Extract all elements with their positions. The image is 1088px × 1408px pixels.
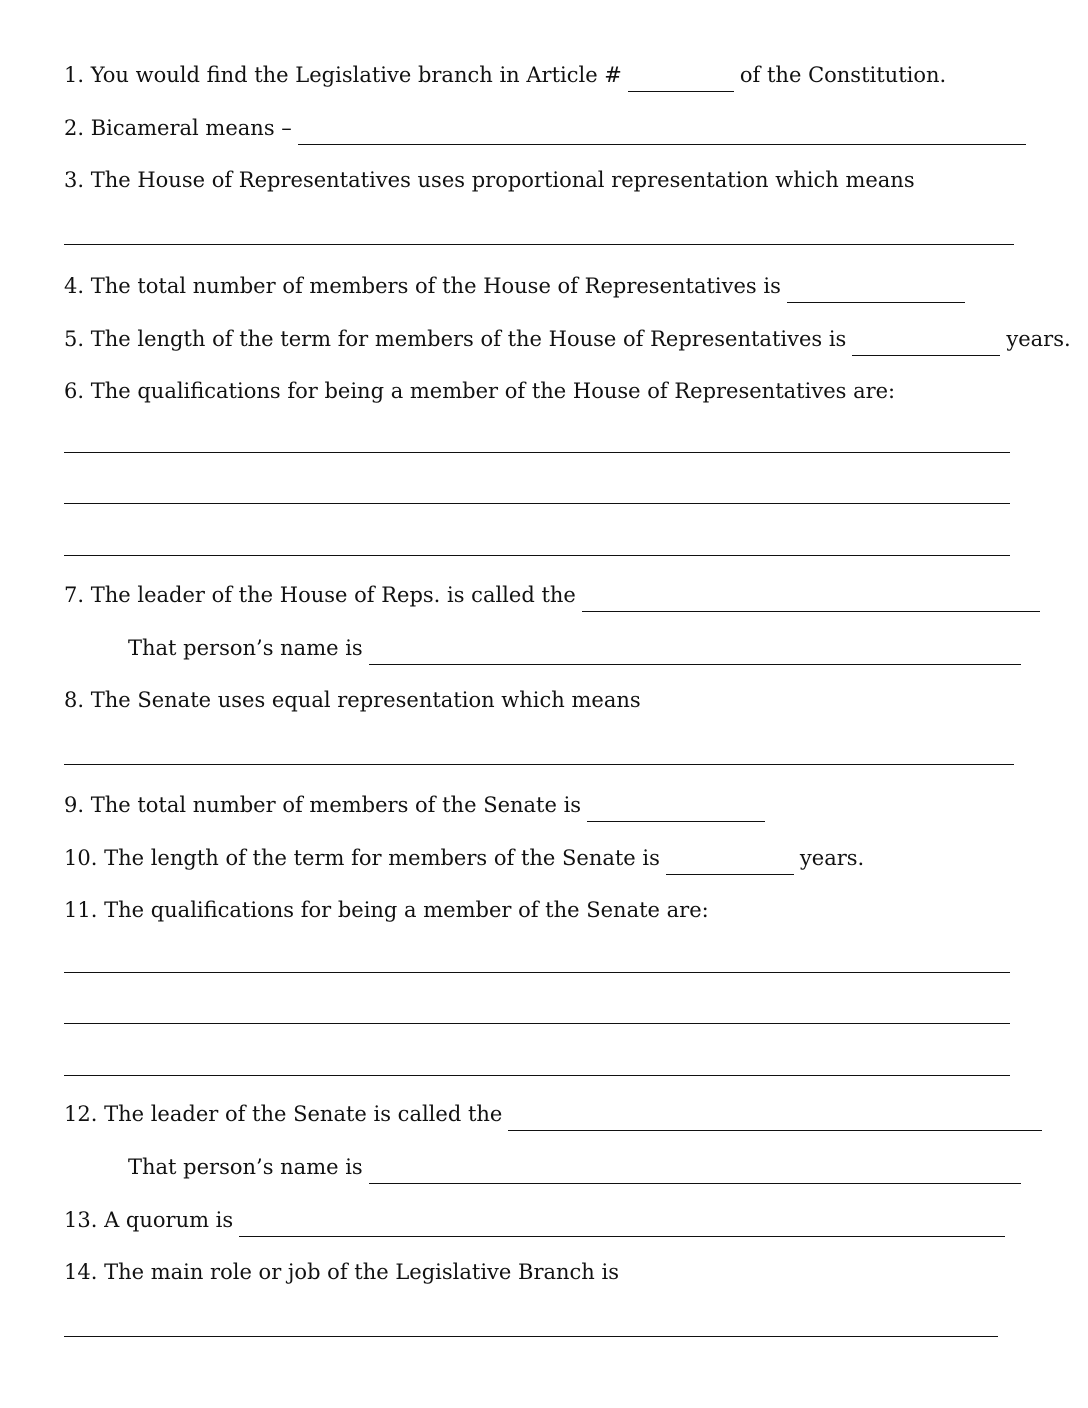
question-4-text: 4. The total number of members of the House of Representatives is <box>64 274 781 298</box>
question-13-blank[interactable] <box>239 1219 1005 1237</box>
question-10-after: years. <box>799 846 865 870</box>
question-1-blank[interactable] <box>628 74 734 92</box>
question-14-text: 14. The main role or job of the Legislative Branch is <box>64 1260 619 1284</box>
question-13-text: 13. A quorum is <box>64 1208 234 1232</box>
question-11-answer-line-3[interactable] <box>64 1075 1010 1076</box>
question-14 <box>64 1259 619 1289</box>
question-5-blank[interactable] <box>852 338 1000 356</box>
question-11 <box>64 897 709 927</box>
question-1 <box>64 62 946 92</box>
question-6 <box>64 378 895 408</box>
question-3 <box>64 167 915 197</box>
question-7-blank[interactable] <box>582 594 1040 612</box>
question-2 <box>64 115 1032 145</box>
question-7-sub-blank[interactable] <box>369 647 1021 665</box>
question-4 <box>64 273 971 303</box>
question-1-after: of the Constitution. <box>739 63 947 87</box>
question-7-text: 7. The leader of the House of Reps. is called the <box>64 583 576 607</box>
question-12-blank[interactable] <box>508 1113 1042 1131</box>
question-12-sub-text: That person’s name is <box>128 1155 363 1179</box>
question-10 <box>64 845 864 875</box>
question-9-blank[interactable] <box>587 804 765 822</box>
question-12-sub-blank[interactable] <box>369 1166 1021 1184</box>
question-11-answer-line-1[interactable] <box>64 972 1010 973</box>
question-11-answer-line-2[interactable] <box>64 1023 1010 1024</box>
question-1-text: 1. You would find the Legislative branch in Article # <box>64 63 622 87</box>
question-4-blank[interactable] <box>787 285 965 303</box>
question-5 <box>64 326 1071 356</box>
question-6-answer-line-2[interactable] <box>64 503 1010 504</box>
question-12 <box>64 1101 1048 1131</box>
question-13 <box>64 1207 1011 1237</box>
question-10-blank[interactable] <box>666 857 794 875</box>
question-11-text: 11. The qualifications for being a member of the Senate are: <box>64 898 709 922</box>
question-8-text: 8. The Senate uses equal representation which means <box>64 688 641 712</box>
question-2-blank[interactable] <box>298 127 1026 145</box>
question-7 <box>64 582 1046 612</box>
question-5-after: years. <box>1006 327 1071 351</box>
question-10-text: 10. The length of the term for members of the Senate is <box>64 846 660 870</box>
question-7-sub <box>128 635 1027 665</box>
question-12-sub <box>128 1154 1027 1184</box>
question-2-text: 2. Bicameral means – <box>64 116 292 140</box>
question-6-answer-line-1[interactable] <box>64 452 1010 453</box>
question-8-answer-line[interactable] <box>64 764 1014 765</box>
question-5-text: 5. The length of the term for members of the House of Representatives is <box>64 327 847 351</box>
question-7-sub-text: That person’s name is <box>128 636 363 660</box>
question-6-text: 6. The qualifications for being a member of the House of Representatives are: <box>64 379 896 403</box>
question-12-text: 12. The leader of the Senate is called the <box>64 1102 503 1126</box>
question-3-text: 3. The House of Representatives uses proportional representation which means <box>64 168 915 192</box>
question-8 <box>64 687 641 717</box>
question-3-answer-line[interactable] <box>64 244 1014 245</box>
question-9 <box>64 792 771 822</box>
question-9-text: 9. The total number of members of the Senate is <box>64 793 582 817</box>
question-6-answer-line-3[interactable] <box>64 555 1010 556</box>
question-14-answer-line[interactable] <box>64 1336 998 1337</box>
